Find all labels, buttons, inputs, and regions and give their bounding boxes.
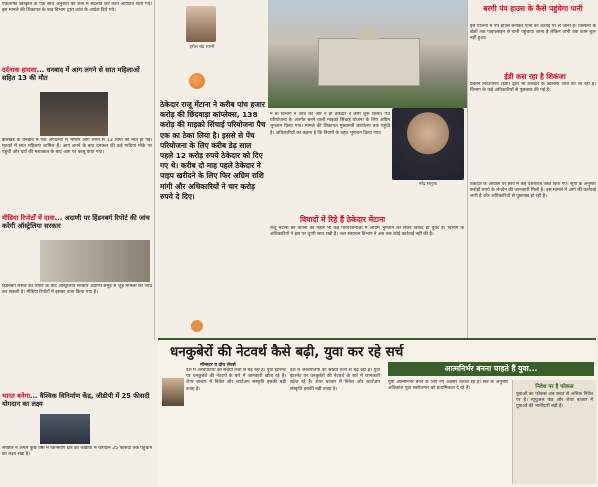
center-body: न तो विभाग ने जांच की और न ही ठेकेदार ने काम शुरू किया। पेंच परियोजना के अंतर्गत बनने वाली माइक्रो सिंचाई योजना के लिए अग्रिम भुगतान किया गया। मामले की शिकायत मुख्यमंत्री कार्यालय तक पहुंची है। अधिकारियों का कहना है कि नियमों के तहत भुगतान किया गया। (270, 112, 390, 136)
left-body3: सरकार ने अगले कुछ वर्षों में विनिर्माण क्षेत्र का जीडीपी में योगदान 25 फीसदी तक पहुंचाने का लक्ष्य रखा है। (2, 446, 152, 458)
column-divider-right (467, 0, 468, 340)
left-kicker: दर्दनाक हादसा (2, 66, 37, 74)
bottom-body: देश में अरबपतियों की संख्या तेजी से बढ़ रही है। युवा इंटरनेट पर धनकुबेरों की नेटवर्थ के बारे में जानकारी खोज रहे हैं। शेयर बाजार में निवेश और स्टार्टअप संस्कृति इसकी बड़ी वजह है। (186, 368, 286, 392)
left-body2: हिंडनबर्ग रिसर्च की रिपोर्ट के बाद ऑस्ट्रेलिया सरकार अदाणी समूह से जुड़े मामलों की जांच कर सकती है। मीडिया रिपोर्टों में इसका दावा किया गया है। (2, 284, 152, 296)
left-kicker2: मीडिया रिपोर्टों में दावा (2, 214, 55, 222)
left-headline2-block: मीडिया रिपोर्टों में दावा... अदाणी पर हिंडनबर्ग रिपोर्ट की जांच करेगी ऑस्ट्रेलिया सरकार (2, 214, 150, 230)
left-headline3-block: भारत बनेगा... वैश्विक विनिर्माण केंद्र, जीडीपी में 25 फीसदी योगदान का लक्ष्य (2, 392, 150, 408)
right-headline2: ईडी कस रहा है शिकंजा (504, 72, 566, 81)
orange-quote-mark-icon (191, 320, 203, 332)
bottom-headline: धनकुबेरों की नेटवर्थ कैसे बढ़ी, युवा कर रहे सर्च (170, 344, 404, 360)
left-headline-block: दर्दनाक हादसा... धनबाद में आग लगने से सात महिलाओं सहित 13 की मौत (2, 66, 140, 82)
government-building-photo (268, 0, 468, 108)
left-body: झारखंड के धनबाद में एक अपार्टमेंट में भीषण आग लगने से 13 लोगों की मौत हो गई। मृतकों में सात महिलाएं शामिल हैं। आग लगने के बाद दमकल की कई गाड़ियां मौके पर पहुंचीं और घंटों की मशक्कत के बाद आग पर काबू पाया गया। (2, 138, 152, 156)
bottom-kicker: मॉन्सटर व ग्रोथ शेयर्स (200, 363, 236, 368)
bottom-body2: युवा आत्मनिर्भर बनने के लिए नए अवसर तलाश रहे हैं। सर्वे के अनुसार अधिकांश युवा स्वरोजगार को प्राथमिकता दे रहे हैं। (388, 380, 508, 392)
left-headline3: वैश्विक विनिर्माण केंद्र, जीडीपी में 25 फीसदी योगदान का लक्ष्य (2, 392, 150, 408)
right-body2: प्रवर्तन निदेशालय (ईडी) द्वारा भी ठेकेदार के खिलाफ जांच की जा रही है। विभाग के कई अधिकारियों से पूछताछ की गई है। (470, 82, 596, 94)
bottom-body-col2: देश में अरबपतियों की संख्या तेजी से बढ़ रही है। युवा इंटरनेट पर धनकुबेरों की नेटवर्थ के बारे में जानकारी खोज रहे हैं। शेयर बाजार में निवेश और स्टार्टअप संस्कृति इसकी बड़ी वजह है। (290, 368, 380, 392)
column-divider-left (154, 0, 155, 340)
bottom-person-photo (162, 378, 184, 406)
quote-text: ठेकेदार राजू मेंटाना ने करीब पांच हजार करोड़ की छिंदवाड़ा कांप्लेक्स, 138 करोड़ की माइक्रो सिंचाई परियोजना पैच एक का ठेका लिया है। इससे से पेंच परियोजना के लिए करीब डेढ़ साल पहले 12 करोड़ रुपये ठेकेदार को दिए गए थे। करीब दो माह पहले ठेकेदार ने पाइप खरीदने के लिए फिर अग्रिम राशि मांगी और अधिकारियों ने चार करोड़ रुपये दे दिए। (160, 100, 266, 201)
left-headline2: अदाणी पर हिंडनबर्ग रिपोर्ट की जांच करेगी ऑस्ट्रेलिया सरकार (2, 214, 150, 230)
center-body2: राजू मेंटाना की कंपनी को पहले भी कई परियोजनाओं में अग्रिम भुगतान को लेकर विवाद हो चुका है। विभाग के अधिकारियों ने इस पर चुप्पी साध रखी है। जल संसाधन विभाग ने अब तक कोई कार्रवाई नहीं की है। (270, 226, 464, 238)
bottom-sidebar (512, 380, 596, 484)
portrait-photo-center (186, 6, 216, 42)
bottom-side-headline: निवेश पर है फोकस (535, 384, 574, 390)
orange-swirl-icon (189, 73, 205, 89)
portrait-caption-right: नरेंद्र सलूजा (418, 182, 438, 187)
right-body: इस योजना में पंप हाउस बनाकर पानी को ऊंचाई पर ले जाना है। किसानों के खेतों तक पाइपलाइन से पानी पहुंचाया जाना है लेकिन अभी तक काम शुरू नहीं हुआ। (470, 24, 596, 42)
adani-photo (40, 240, 150, 282)
portrait-caption-center: हरीश चंद्र ध्यानी (189, 45, 215, 50)
left-headline: धनबाद में आग लगने से सात महिलाओं सहित 13 की मौत (2, 66, 140, 82)
bottom-banner: आत्मनिर्भर बनना चाहते हैं युवा... (388, 362, 594, 376)
right-body3: ठेकेदार के आवास पर छापे में कई दस्तावेज जब्त किए गए। सूत्रों के अनुसार करोड़ों रुपये के लेनदेन की जानकारी मिली है। इस मामले में आगे की कार्रवाई जारी है और अधिकारियों से पूछताछ हो रही है। (470, 182, 596, 200)
left-kicker3: भारत बनेगा (2, 392, 30, 400)
center-headline: विवादों में रिहे हैं ठेकेदार मेंटाना (300, 215, 386, 224)
right-headline: बरगी पंप हाउस के कैसे पहुंचेगा पानी (483, 4, 583, 13)
portrait-photo-right (392, 108, 464, 180)
bottom-side-body: युवाओं का फोकस अब बचत से अधिक निवेश पर है। म्यूचुअल फंड और शेयर बाजार में युवाओं की भागीदारी बढ़ी है। (516, 392, 593, 410)
left-top-text: एकतरफा स्वीकृति के एक साथ अनुबंधों की शर्तों में बदलाव कर कार्य आवंटित किये गये। इस मामले की शिकायत के बाद विभाग द्वारा जांच के आदेश दिये गये। (2, 2, 152, 14)
fire-photo (40, 92, 108, 136)
manufacturing-photo (40, 414, 90, 444)
